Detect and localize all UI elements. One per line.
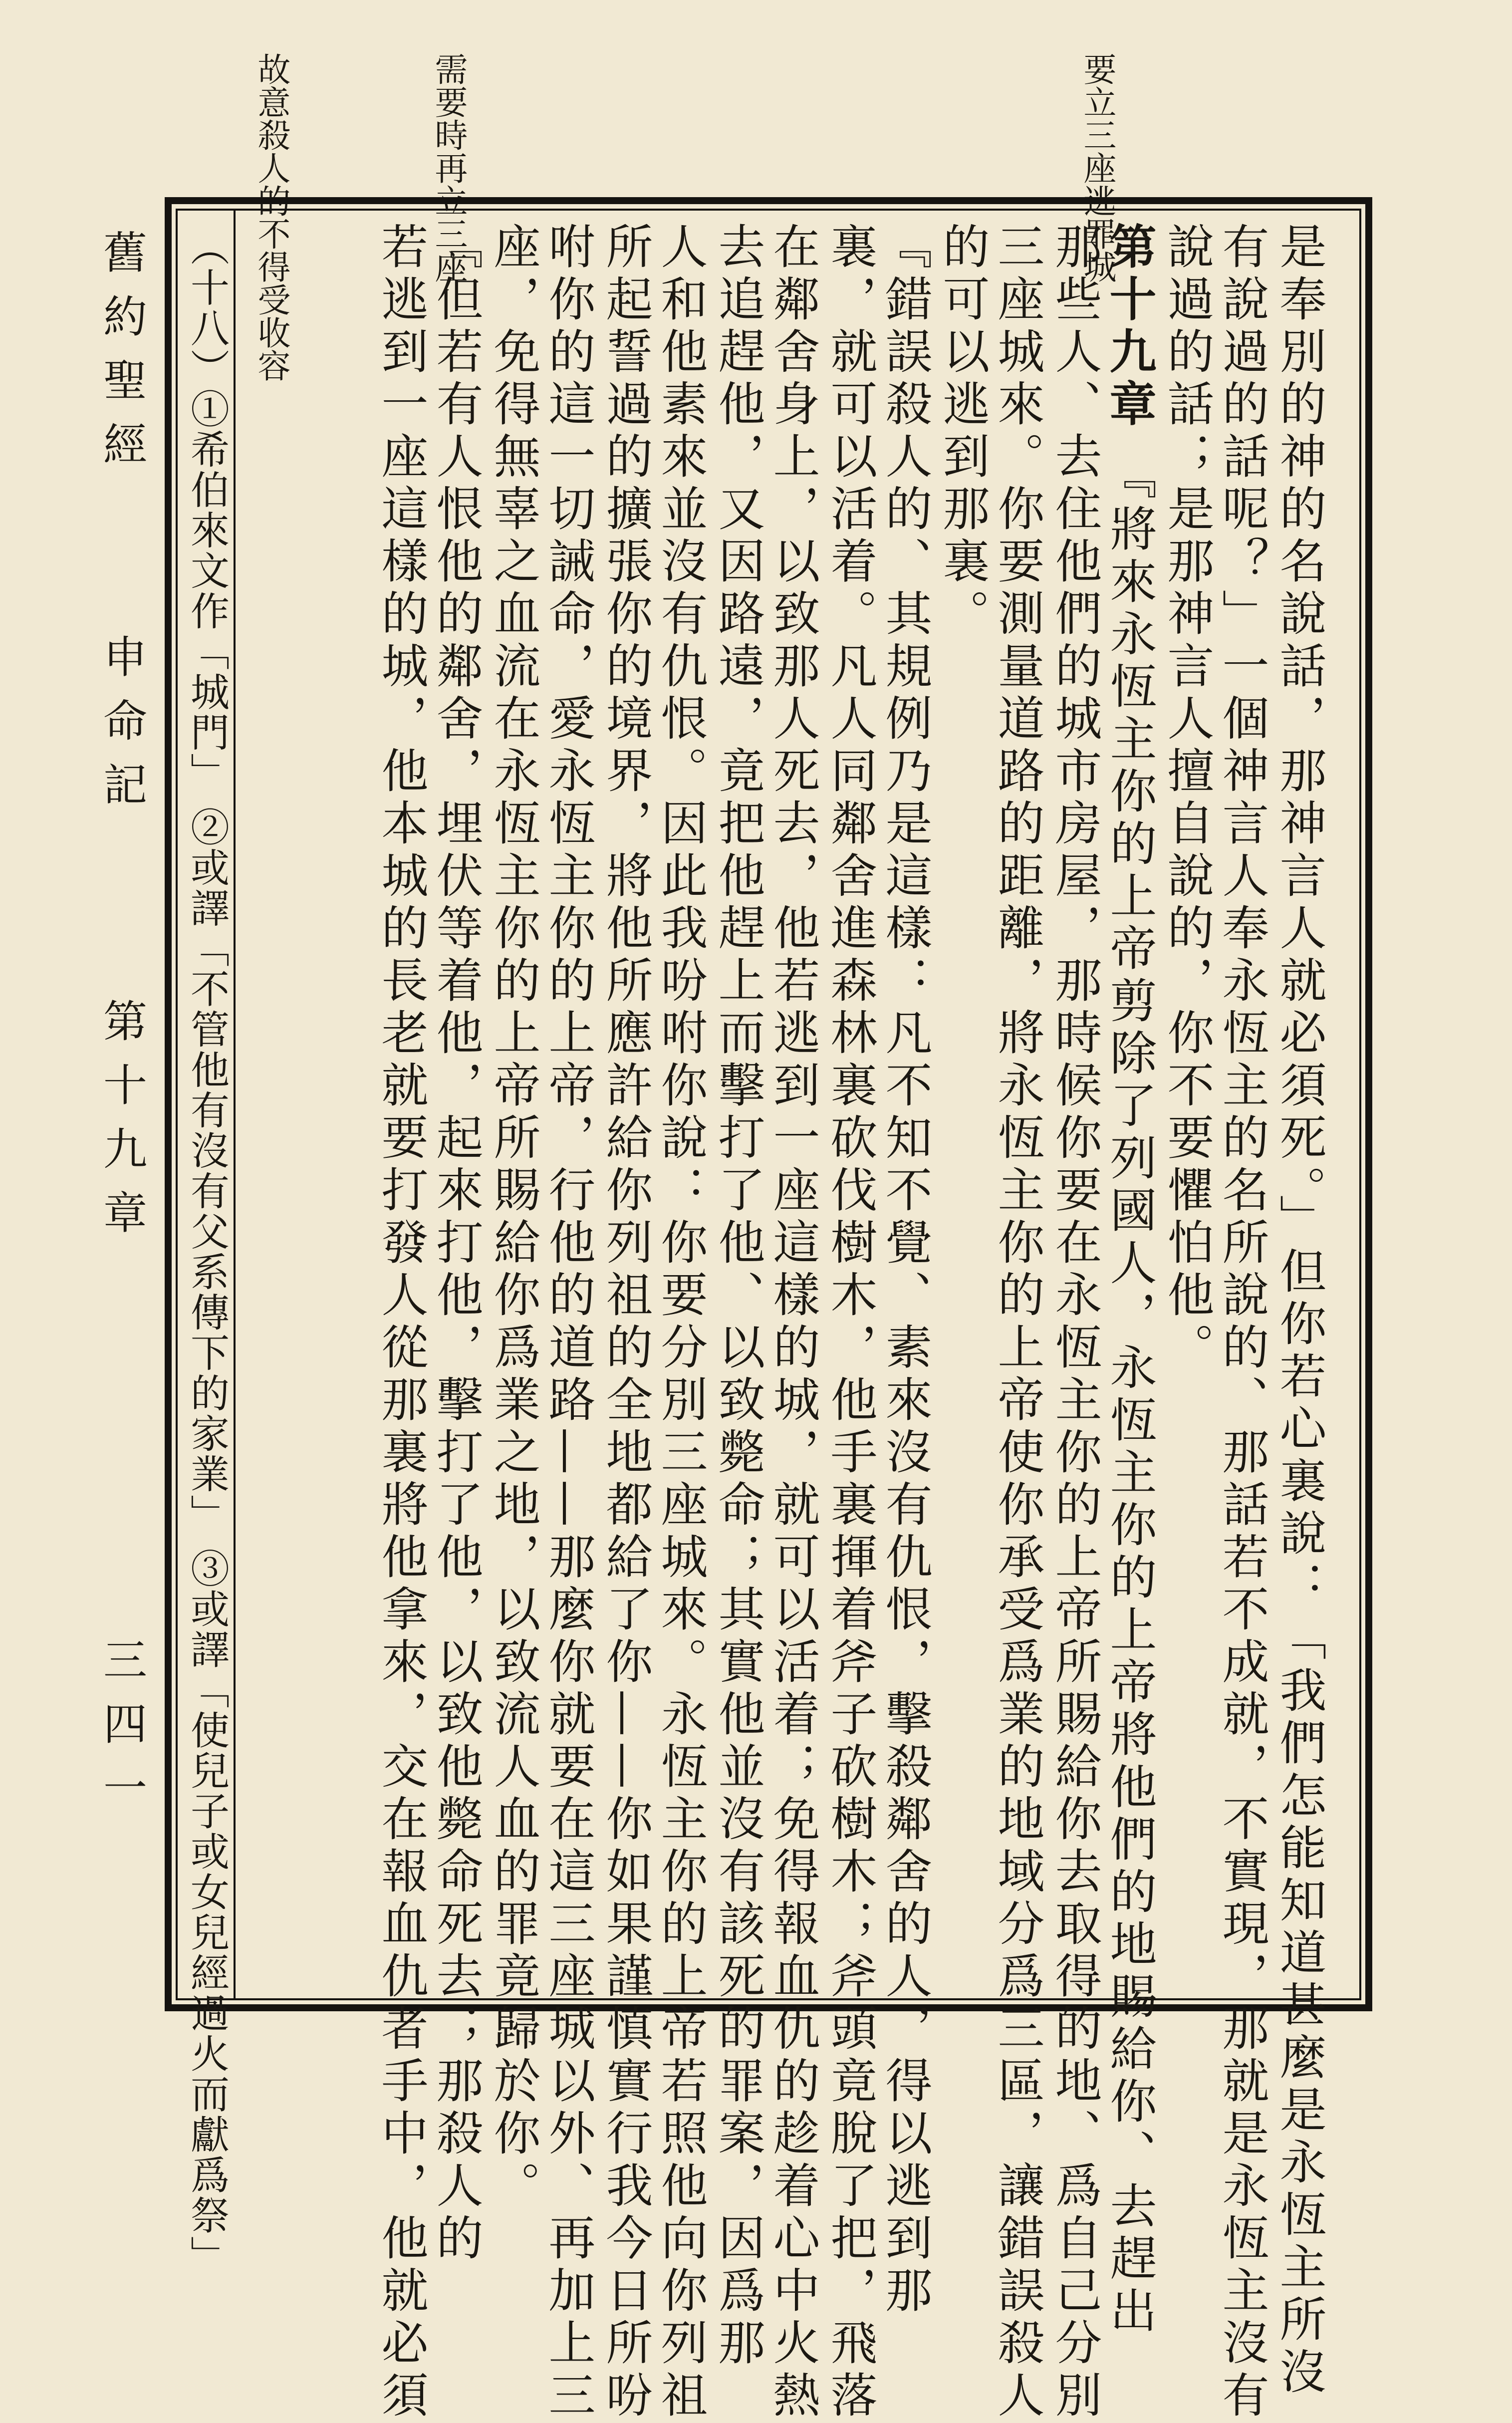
margin-note-cities-of-refuge: 要立三座逃罪城: [1078, 52, 1116, 283]
footnote-text: （十八）①希伯來文作「城門」 ②或譯「不管他有沒有父系傳下的家業」 ③或譯「使兒子或女兒經過火而獻爲祭」: [184, 227, 229, 2276]
text-column: 座，免得無辜之血流在永恆主你的上帝所賜給你爲業之地，以致流人血的罪竟歸於你。: [486, 222, 540, 2213]
text-column: 三座城來。你要測量道路的距離，將永恆主你的上帝使你承受爲業的地域分爲三區，讓錯誤殺人: [990, 222, 1044, 2423]
text-column: 咐你的這一切誡命，愛永恆主你的上帝，行他的道路——那麼你就要在這三座城以外、再加上三: [540, 222, 595, 2423]
text-column: 『錯誤殺人的、其規例乃是這樣：凡不知不覺、素來沒有仇恨，擊殺鄰舍的人，得以逃到那: [877, 222, 932, 2318]
text-column: 在鄰舍身上，以致那人死去，他若逃到一座這樣的城，就可以活着；免得報血仇的趁着心中火熱: [765, 222, 819, 2423]
text-column: 若逃到一座這樣的城，他本城的長老就要打發人從那裏將他拿來，交在報血仇者手中，他就必須: [373, 222, 428, 2423]
running-head-chapter: 第十九章: [96, 998, 148, 1254]
text-column: 人和他素來並沒有仇恨。因此我吩咐你說：你要分別三座城來。永恆主你的上帝若照他向你列祖: [653, 222, 707, 2423]
text-column: 有說過的話呢？」一個神言人奉永恆主的名所說的、那話若不成就，不實現，那就是永恆主沒有: [1214, 222, 1268, 2423]
margin-note-three-more-cities: 需要時再立三座: [429, 52, 468, 283]
text-column: 所起誓過的擴張你的境界，將他所應許給你列祖的全地都給了你——你如果謹慎實行我今日所吩: [598, 222, 652, 2423]
running-head-book: 舊約聖經: [96, 230, 148, 485]
text-column: 說過的話；是那神言人擅自說的，你不要懼怕他。: [1159, 222, 1214, 1375]
text-column: 的可以逃到那裏。: [935, 222, 989, 641]
footnote-divider: [234, 209, 236, 2000]
text-column: 裏，就可以活着。凡人同鄰舍進森林裏砍伐樹木，他手裏揮着斧子砍樹木；斧頭竟脫了把，飛落: [822, 222, 877, 2423]
text-column: 第十九章 『將來永恆主你的上帝剪除了列國人，永恆主你的上帝將他們的地賜給你、去趕出: [1101, 222, 1156, 2339]
text-column: 那些人、去住他們的城市房屋，那時候你要在永恆主你的上帝所賜給你去取得的地、爲自己分別: [1047, 222, 1101, 2423]
chapter-heading: 第十九章: [1101, 222, 1156, 432]
text-column: 去追趕他，又因路遠，竟把他趕上而擊打了他、以致斃命；其實他並沒有該死的罪案，因爲那: [710, 222, 764, 2371]
page-number: 三四一: [96, 1637, 148, 1829]
text-column: 是奉別的神的名說話，那神言人就必須死。」但你若心裏說：「我們怎能知道甚麼是永恆主所沒: [1271, 222, 1326, 2400]
text-column: 『但若有人恨他的鄰舍，埋伏等着他，起來打他，擊打了他，以致他斃命死去；那殺人的: [428, 222, 483, 2266]
running-head-deuteronomy: 申命記: [96, 634, 148, 825]
margin-note-murderer-not-sheltered: 故意殺人的不得受收容: [252, 52, 290, 382]
